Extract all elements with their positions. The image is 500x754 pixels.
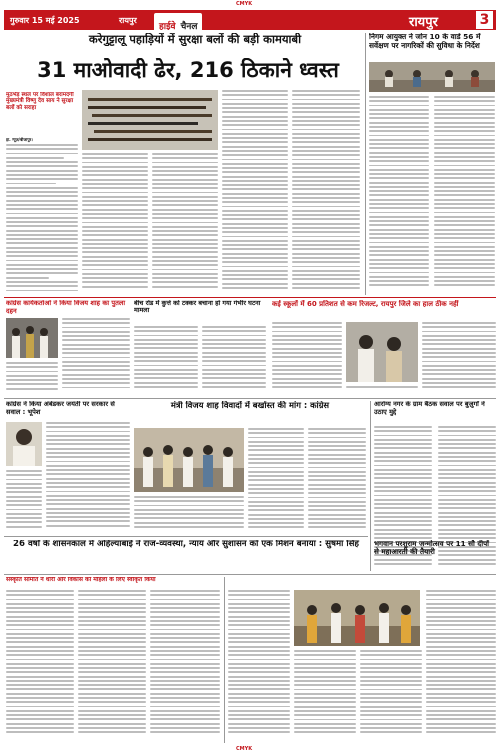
bhagwan-body-col4 xyxy=(426,590,496,740)
minister-body-col3 xyxy=(134,496,244,532)
congress-story-headline: कांग्रेस कार्यकर्ताओं ने किया विजय शाह का पुतला दहन xyxy=(6,300,126,315)
lead-kicker: करेगुट्टालू पहाड़ियों में सुरक्षा बलों की बड़ी कामयाबी xyxy=(88,33,302,46)
masthead xyxy=(4,10,496,30)
divider-row-3 xyxy=(4,398,496,399)
minister-body-col2 xyxy=(308,428,366,532)
brand-logo xyxy=(154,13,202,30)
lead-sub: मुठभेड़ स्थल पर विशाल बरामदगी मुख्यमंत्री विष्णु देव साय ने सुरक्षा बलों को सराहा xyxy=(6,92,74,111)
school-body-col1 xyxy=(272,322,342,394)
weapons-photo xyxy=(82,90,218,150)
students-photo xyxy=(346,322,418,382)
divider-row-5 xyxy=(4,574,496,575)
ceremony-photo xyxy=(294,590,420,646)
brand-name: हाईवे xyxy=(159,22,176,30)
minister-body-col1 xyxy=(248,428,304,532)
masthead-city: रायपुर xyxy=(119,16,137,25)
top-strip xyxy=(0,0,500,9)
footer-cmyk-mark: CMYK xyxy=(236,746,253,752)
side-story-headline: निगम आयुक्त ने जोन 10 के वार्ड 56 में सर्वेक्षण पर नागरिकों की सुविधा के निर्देश xyxy=(369,33,481,50)
small-story-headline: संस्कृति समिति ने धारी और विकास को महिला के लिए स्वीकृत किया xyxy=(6,577,156,583)
divider-row3-right xyxy=(370,401,371,571)
group-photo-art xyxy=(134,428,244,492)
ghatna-body-col2 xyxy=(202,326,266,394)
bhagwan-body-col3 xyxy=(360,650,422,740)
divider-row-4 xyxy=(4,536,368,537)
side-story-body-col2 xyxy=(434,96,495,294)
divider-row-2 xyxy=(4,297,496,298)
footer-strip xyxy=(0,745,500,754)
bjp-body-col1 xyxy=(46,422,130,532)
brand-suffix: चैनल xyxy=(180,22,198,30)
school-body-col3 xyxy=(346,386,418,394)
cmyk-mark: CMYK xyxy=(236,1,253,7)
weapons-photo-art xyxy=(82,90,218,150)
lead-headline: 31 माओवादी ढेर, 216 ठिकाने ध्वस्त xyxy=(37,58,339,82)
divider-right-column xyxy=(365,33,366,295)
crowd-photo-art xyxy=(6,318,58,358)
small-body-col1 xyxy=(6,590,74,740)
portrait-photo xyxy=(6,422,42,466)
side-story-body-col1 xyxy=(369,96,429,294)
lead-body-col3 xyxy=(152,153,218,293)
masthead-date: गुरुवार 15 मई 2025 xyxy=(10,16,80,25)
bhagwan-headline-text: भगवान परशुराम जन्मोत्सव पर 11 सौ दीपों से महाआरती की तैयारी xyxy=(374,540,490,557)
lead-body-col4 xyxy=(222,90,288,294)
bhagwan-body-col1 xyxy=(228,590,290,740)
ghatna-body-col1 xyxy=(134,326,198,394)
divider-row5-mid xyxy=(224,577,225,743)
crowd-photo xyxy=(6,318,58,358)
bhagwan-headline-block xyxy=(374,540,496,572)
lead-subhead xyxy=(6,92,78,136)
school-story-headline: कई स्कूलों में 60 प्रतिशत से कम रिजल्ट, रायपुर जिले का हाल ठीक नहीं xyxy=(272,300,459,308)
ceremony-photo-art xyxy=(294,590,420,646)
school-body-col2 xyxy=(422,322,496,394)
ghatna-story-headline: बीच रोड में कुत्ते को टक्कर बचाना हो गया गंभीर घटना मामला xyxy=(134,300,261,315)
small-body-col2 xyxy=(78,590,146,740)
grim-story-headline: आरोग्य नगर के ग्राम बैठक सवाल पर बुज़ुर्गों ने उठाए मुद्दे xyxy=(374,401,485,416)
group-photo xyxy=(134,428,244,492)
bjp-body-col2 xyxy=(6,470,42,532)
students-photo-art xyxy=(346,322,418,382)
portrait-photo-art xyxy=(6,422,42,466)
section-name: रायपुर xyxy=(409,15,438,30)
small-body-col3 xyxy=(150,590,220,740)
meeting-photo xyxy=(369,62,495,92)
lead-body-col2 xyxy=(82,153,148,293)
congress-body-col2 xyxy=(6,362,58,394)
lead-body-col1 xyxy=(6,144,78,294)
minister-story-headline: मंत्री विजय शाह विवादों में बर्खास्त की मांग : कांग्रेस xyxy=(170,401,330,410)
bhagwan-body-col2 xyxy=(294,650,356,740)
meeting-photo-art xyxy=(369,62,495,92)
page-number: 3 xyxy=(476,11,493,29)
bjp-story-headline: कांग्रेस ने किया अंबेडकर जयंती पर सरकार से सवाल : भूपेश xyxy=(6,401,115,416)
ahilya-story-headline: 26 वर्षों के शासनकाल में अहिल्याबाई ने राज-व्यवस्था, न्याय और सुशासन को एक मिशन बनाया : सुषमा सिंह xyxy=(13,540,359,549)
lead-body-col5 xyxy=(292,90,360,294)
congress-body-col1 xyxy=(62,318,130,394)
lead-byline: हा. न्यूज़/बीजापुर। xyxy=(6,137,33,142)
